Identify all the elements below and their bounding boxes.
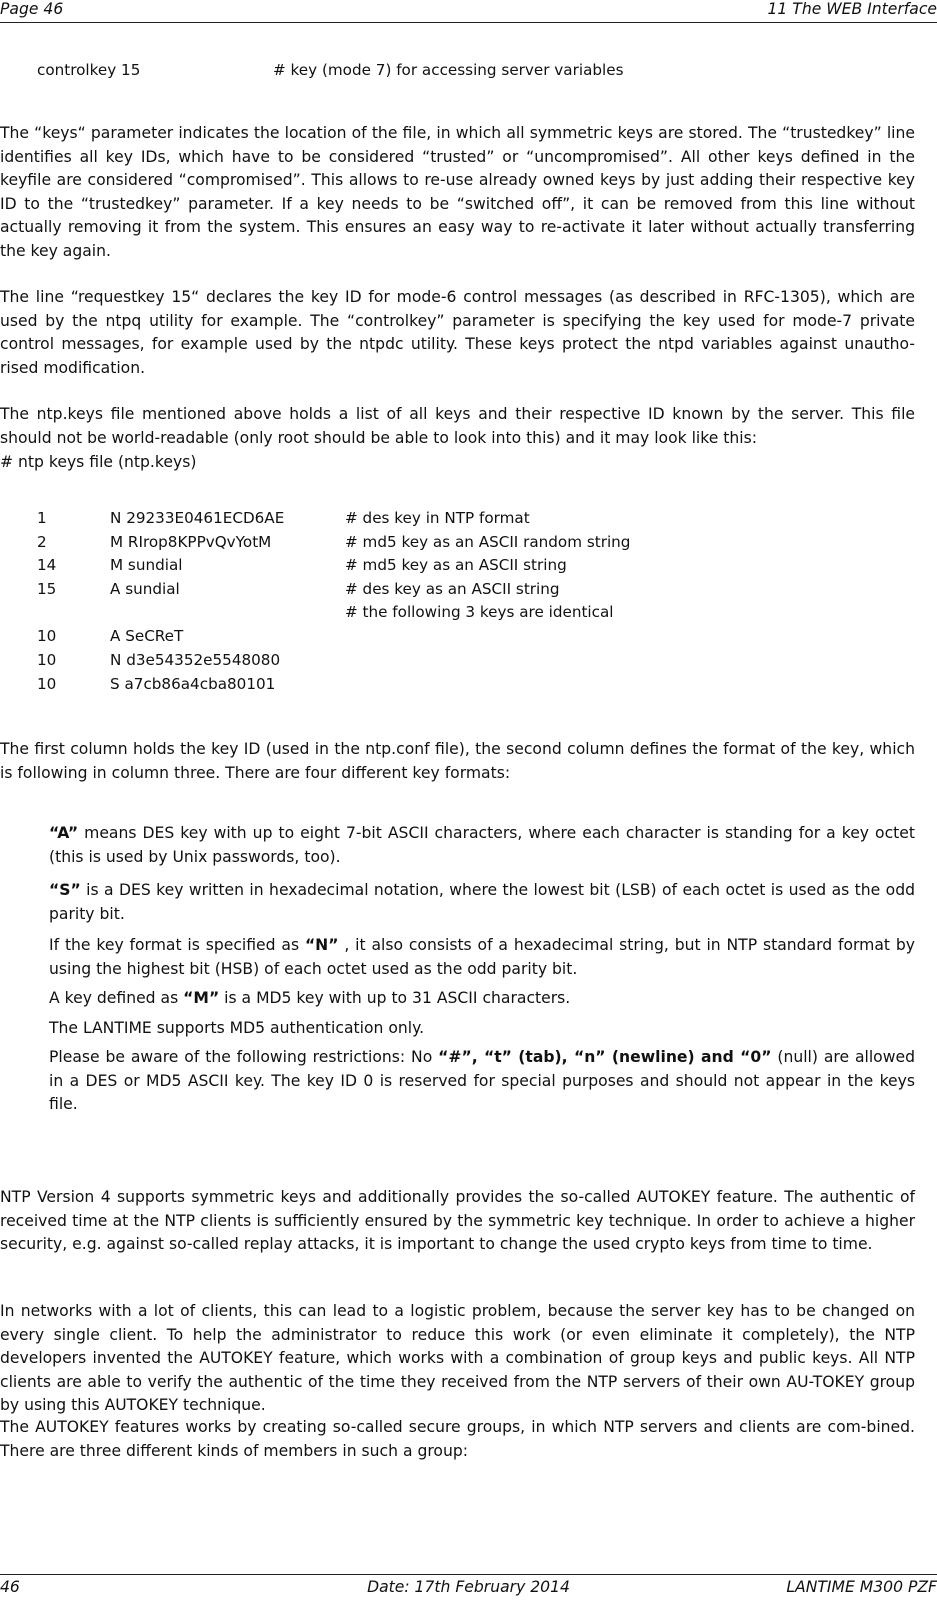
table-row xyxy=(37,627,737,651)
key-comment: # md5 key as an ASCII random string xyxy=(345,533,631,551)
requestkey-paragraph: The line “requestkey 15“ declares the key ID for mode-6 control messages (as described in RFC-1305), which are used by the ntpq utility for example. The “controlkey” parameter is specifying the key used for mode-7 private control messages, for example used by the ntpdc utility. These keys protect the ntpd variables against unautho-rised modification. xyxy=(0,288,915,377)
controlkey-setting: controlkey 15 xyxy=(37,61,141,79)
ntp-keys-file-paragraph: The ntp.keys file mentioned above holds a list of all keys and their respective ID known by the server. This file should not be world-readable (only root should be able to look into this) and it may look like this: xyxy=(0,405,915,447)
table-row xyxy=(37,509,737,533)
restrictions-item xyxy=(49,1046,915,1117)
footer-rule xyxy=(0,1574,937,1575)
key-value: N d3e54352e5548080 xyxy=(110,651,281,669)
key-id: 10 xyxy=(37,651,57,669)
key-id: 2 xyxy=(37,533,47,551)
key-value: S a7cb86a4cba80101 xyxy=(110,675,276,693)
format-m-item xyxy=(49,987,915,1011)
autokey-groups-paragraph: The AUTOKEY features works by creating so-called secure groups, in which NTP servers and clients are com-bined. There are three different kinds of members in such a group: xyxy=(0,1418,915,1460)
key-comment: # the following 3 keys are identical xyxy=(345,603,614,621)
key-value: M sundial xyxy=(110,556,183,574)
format-a-key: “A” xyxy=(49,824,79,842)
key-id: 15 xyxy=(37,580,57,598)
format-s-key: “S” xyxy=(49,881,81,899)
format-s-item xyxy=(49,879,915,926)
format-n-prefix: If the key format is specified as xyxy=(49,936,305,954)
format-a-item xyxy=(49,822,915,869)
format-n-item xyxy=(49,934,915,981)
format-m-key: “M” xyxy=(183,989,220,1007)
autokey-intro-paragraph: NTP Version 4 supports symmetric keys and additionally provides the so-called AUTOKEY feature. The authentic of received time at the NTP clients is sufficiently ensured by the symmetric key technique. In order to achieve a higher security, e.g. against so-called replay attacks, it is important to change the used crypto keys from time to time. xyxy=(0,1188,915,1254)
format-n-key: “N” xyxy=(304,936,339,954)
key-comment: # md5 key as an ASCII string xyxy=(345,556,567,574)
columns-paragraph: The first column holds the key ID (used in the ntp.conf file), the second column defines the format of the key, which is following in column three. There are four different key formats: xyxy=(0,740,915,782)
key-value: M RIrop8KPPvQvYotM xyxy=(110,533,272,551)
key-comment: # des key as an ASCII string xyxy=(345,580,560,598)
format-m-text: is a MD5 key with up to 31 ASCII characters. xyxy=(219,989,571,1007)
format-m-prefix: A key defined as xyxy=(49,989,184,1007)
footer-product: LANTIME M300 PZF xyxy=(786,1578,937,1596)
header-chapter-title: 11 The WEB Interface xyxy=(767,0,937,18)
key-value: A sundial xyxy=(110,580,180,598)
table-row xyxy=(37,556,737,580)
footer-date: Date: 17th February 2014 xyxy=(367,1578,570,1596)
table-row xyxy=(37,603,737,627)
restrictions-text: (null) are allowed in a DES or MD5 ASCII key. The key ID 0 is reserved for special purposes and should not appear in the keys file. xyxy=(49,1048,915,1114)
keys-parameter-paragraph: The “keys“ parameter indicates the location of the file, in which all symmetric keys are stored. The “trustedkey” line identifies all key IDs, which have to be considered “trusted” or “uncompromised”. All other keys defined in the keyfile are considered “compromised”. This allows to re-use already owned keys by just adding their respective key ID to the “trustedkey” parameter. If a key needs to be “switched off”, it can be removed from this line without actually removing it from the system. This ensures an easy way to re-activate it later without actually transferring the key again. xyxy=(0,124,915,260)
key-id: 1 xyxy=(37,509,47,527)
controlkey-comment: # key (mode 7) for accessing server variables xyxy=(273,61,624,79)
key-comment: # des key in NTP format xyxy=(345,509,530,527)
restrictions-characters: “#”, “t” (tab), “n” (newline) and “0” xyxy=(438,1048,772,1066)
format-a-text: means DES key with up to eight 7-bit ASCII characters, where each character is standing for a key octet (this is used by Unix passwords, too). xyxy=(49,824,915,866)
table-row xyxy=(37,533,737,557)
header-rule xyxy=(0,22,937,23)
header-page-number: Page 46 xyxy=(0,0,64,18)
restrictions-prefix: Please be aware of the following restrictions: No xyxy=(49,1048,439,1066)
format-n-text: , it also consists of a hexadecimal string, but in NTP standard format by using the highest bit (HSB) of each octet used as the odd parity bit. xyxy=(49,936,915,978)
key-value: A SeCReT xyxy=(110,627,184,645)
table-row xyxy=(37,651,737,675)
autokey-networks-paragraph: In networks with a lot of clients, this can lead to a logistic problem, because the server key has to be changed on every single client. To help the administrator to reduce this work (or even eliminate it completely), the NTP developers invented the AUTOKEY feature, which works with a combination of group keys and public keys. All NTP clients are able to verify the authentic of the time they received from the NTP servers of their own AU-TOKEY group by using this AUTOKEY technique. xyxy=(0,1302,915,1415)
key-id: 10 xyxy=(37,627,57,645)
key-id: 14 xyxy=(37,556,57,574)
md5-only-item: The LANTIME supports MD5 authentication only. xyxy=(49,1019,425,1037)
footer-page-number: 46 xyxy=(0,1578,20,1596)
keys-file-comment: # ntp keys file (ntp.keys) xyxy=(0,453,197,471)
key-value: N 29233E0461ECD6AE xyxy=(110,509,285,527)
key-id: 10 xyxy=(37,675,57,693)
table-row xyxy=(37,580,737,604)
format-s-text: is a DES key written in hexadecimal notation, where the lowest bit (LSB) of each octet is used as the odd parity bit. xyxy=(49,881,915,923)
table-row xyxy=(37,675,737,699)
